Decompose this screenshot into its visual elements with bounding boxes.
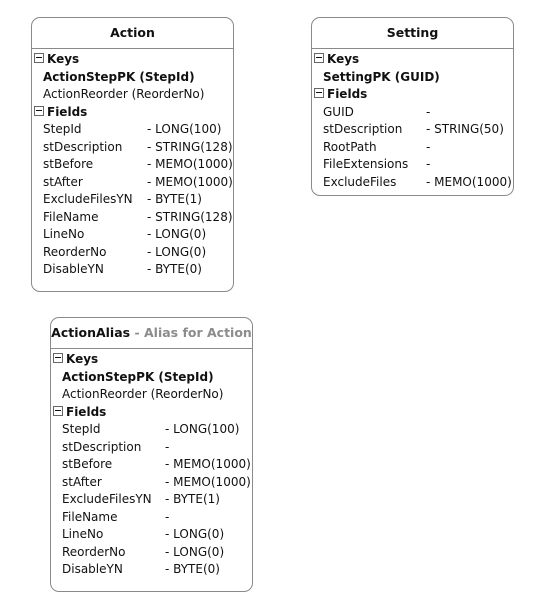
- field-row[interactable]: [32, 139, 233, 157]
- entity-body: [51, 349, 252, 583]
- index-key-row[interactable]: [51, 386, 252, 404]
- keys-section-label: Keys: [66, 352, 99, 366]
- field-row[interactable]: [51, 544, 252, 562]
- field-row[interactable]: [51, 456, 252, 474]
- field-type: -: [426, 139, 431, 154]
- collapse-toggle-icon[interactable]: [53, 406, 63, 416]
- entity-subtitle: - Alias for Action: [130, 325, 252, 340]
- field-row[interactable]: [312, 174, 513, 192]
- entity-action-alias[interactable]: [50, 317, 253, 592]
- field-type: - STRING(50): [426, 122, 504, 136]
- entity-title-text: Setting: [386, 25, 439, 40]
- key-text: ActionStepPK (StepId): [43, 69, 195, 84]
- field-type: - MEMO(1000): [165, 457, 251, 471]
- primary-key-row[interactable]: [51, 369, 252, 387]
- entity-title-text: ActionAlias: [51, 325, 131, 340]
- field-row[interactable]: [312, 104, 513, 122]
- field-type: - LONG(0): [147, 244, 207, 259]
- field-type: - LONG(100): [165, 422, 240, 436]
- index-key-row[interactable]: [32, 86, 233, 104]
- field-type: - LONG(0): [165, 544, 225, 559]
- field-name: RootPath: [323, 139, 377, 154]
- entity-body: [312, 49, 513, 195]
- field-name: GUID: [323, 104, 354, 119]
- keys-section-label: Keys: [327, 52, 360, 66]
- field-name: LineNo: [62, 527, 104, 541]
- collapse-toggle-icon[interactable]: [314, 88, 324, 98]
- field-row[interactable]: [51, 509, 252, 527]
- field-type: -: [426, 104, 431, 119]
- field-type: - LONG(0): [147, 227, 207, 241]
- field-name: FileExtensions: [323, 157, 409, 171]
- field-row[interactable]: [32, 121, 233, 139]
- fields-section-header[interactable]: [32, 104, 233, 122]
- entity-body: [32, 49, 233, 283]
- key-text: SettingPK (GUID): [323, 69, 440, 84]
- field-name: ExcludeFilesYN: [62, 492, 152, 506]
- field-row[interactable]: [51, 491, 252, 509]
- field-row[interactable]: [32, 226, 233, 244]
- entity-title-text: Action: [110, 25, 155, 40]
- collapse-toggle-icon[interactable]: [34, 53, 44, 63]
- entity-title: [312, 18, 513, 49]
- field-type: -: [426, 157, 431, 171]
- field-row[interactable]: [312, 139, 513, 157]
- entity-setting[interactable]: [311, 17, 514, 196]
- field-type: - MEMO(1000): [147, 174, 233, 189]
- field-type: - MEMO(1000): [165, 474, 251, 489]
- field-name: stDescription: [62, 439, 142, 454]
- key-text: ActionStepPK (StepId): [62, 369, 214, 384]
- field-type: - STRING(128): [147, 209, 233, 224]
- field-row[interactable]: [51, 561, 252, 579]
- field-type: -: [165, 439, 170, 454]
- collapse-toggle-icon[interactable]: [34, 106, 44, 116]
- field-name: ExcludeFilesYN: [43, 192, 133, 206]
- field-name: DisableYN: [62, 562, 123, 576]
- field-row[interactable]: [32, 191, 233, 209]
- field-row[interactable]: [51, 474, 252, 492]
- keys-section-header[interactable]: [32, 51, 233, 69]
- fields-section-label: Fields: [47, 104, 88, 119]
- entity-title: [32, 18, 233, 49]
- field-name: stBefore: [62, 457, 113, 471]
- entity-title: [51, 318, 252, 349]
- field-name: DisableYN: [43, 262, 104, 276]
- keys-section-header[interactable]: [51, 351, 252, 369]
- field-row[interactable]: [32, 244, 233, 262]
- field-name: ReorderNo: [62, 544, 126, 559]
- field-type: - BYTE(1): [165, 492, 220, 506]
- field-row[interactable]: [51, 439, 252, 457]
- field-name: stDescription: [43, 139, 123, 154]
- field-name: ExcludeFiles: [323, 174, 397, 189]
- primary-key-row[interactable]: [32, 69, 233, 87]
- fields-section-label: Fields: [327, 87, 368, 101]
- collapse-toggle-icon[interactable]: [53, 353, 63, 363]
- entity-action[interactable]: [31, 17, 234, 292]
- fields-section-header[interactable]: [51, 404, 252, 422]
- field-row[interactable]: [51, 421, 252, 439]
- field-name: StepId: [43, 122, 82, 136]
- collapse-toggle-icon[interactable]: [314, 53, 324, 63]
- field-name: LineNo: [43, 227, 85, 241]
- field-type: - BYTE(0): [165, 562, 220, 576]
- field-row[interactable]: [32, 174, 233, 192]
- field-type: - BYTE(1): [147, 192, 202, 206]
- primary-key-row[interactable]: [312, 69, 513, 87]
- fields-section-header[interactable]: [312, 86, 513, 104]
- field-type: - LONG(0): [165, 527, 225, 541]
- field-name: stAfter: [43, 174, 83, 189]
- field-name: stDescription: [323, 122, 403, 136]
- field-type: -: [165, 509, 170, 524]
- field-row[interactable]: [312, 121, 513, 139]
- field-name: stBefore: [43, 157, 94, 171]
- field-name: ReorderNo: [43, 244, 107, 259]
- field-row[interactable]: [51, 526, 252, 544]
- keys-section-label: Keys: [47, 52, 80, 66]
- keys-section-header[interactable]: [312, 51, 513, 69]
- field-type: - STRING(128): [147, 139, 233, 154]
- field-row[interactable]: [32, 261, 233, 279]
- field-type: - LONG(100): [147, 122, 222, 136]
- key-text: ActionReorder (ReorderNo): [62, 387, 224, 401]
- field-row[interactable]: [32, 209, 233, 227]
- field-type: - MEMO(1000): [426, 174, 512, 189]
- key-text: ActionReorder (ReorderNo): [43, 87, 205, 101]
- field-type: - BYTE(0): [147, 262, 202, 276]
- field-name: FileName: [62, 509, 118, 524]
- field-name: StepId: [62, 422, 101, 436]
- fields-section-label: Fields: [66, 404, 107, 419]
- field-type: - MEMO(1000): [147, 157, 233, 171]
- field-name: FileName: [43, 209, 99, 224]
- field-row[interactable]: [312, 156, 513, 174]
- field-row[interactable]: [32, 156, 233, 174]
- field-name: stAfter: [62, 474, 102, 489]
